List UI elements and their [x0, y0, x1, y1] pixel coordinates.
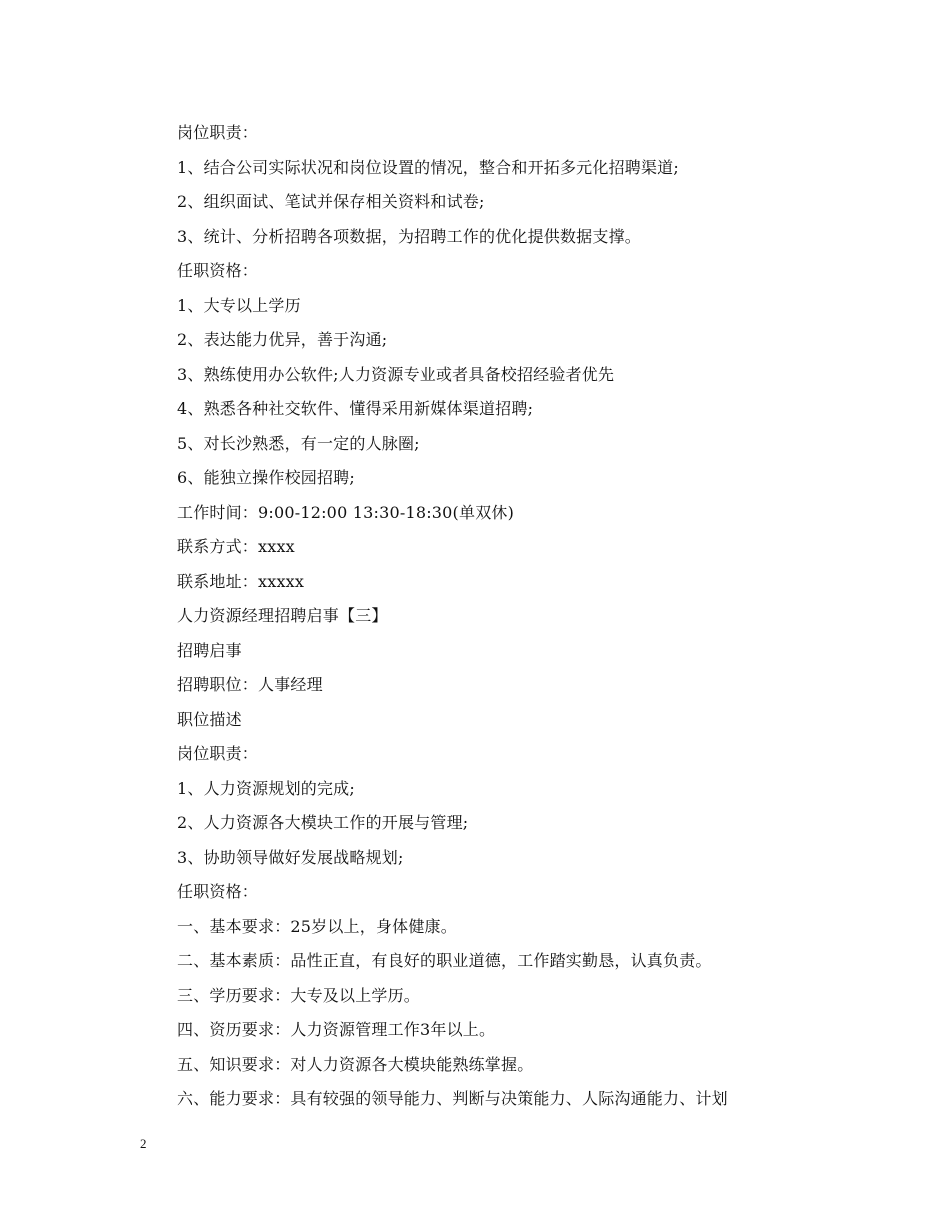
- text-line: 岗位职责：: [177, 744, 259, 763]
- text-line: 3、协助领导做好发展战略规划;: [177, 847, 404, 867]
- text-line: 1、大专以上学历: [177, 295, 301, 315]
- text-line: 工作时间：9:00-12:00 13:30-18:30(单双休): [177, 502, 515, 522]
- section-heading: 人力资源经理招聘启事【三】: [177, 606, 388, 625]
- document-body: [177, 116, 837, 1117]
- text-line: 任职资格：: [177, 882, 259, 901]
- text-line: 一、基本要求：25岁以上，身体健康。: [177, 916, 457, 936]
- page-number: 2: [140, 1136, 147, 1151]
- text-line: 岗位职责：: [177, 123, 259, 142]
- text-line: 5、对长沙熟悉，有一定的人脉圈;: [177, 433, 420, 453]
- text-line: 任职资格：: [177, 261, 259, 280]
- text-line: 4、熟悉各种社交软件、懂得采用新媒体渠道招聘;: [177, 399, 534, 418]
- text-line: 联系地址：xxxxx: [177, 571, 305, 591]
- text-line: 联系方式：xxxx: [177, 537, 295, 556]
- text-line: 三、学历要求：大专及以上学历。: [177, 985, 421, 1005]
- text-line: 五、知识要求：对人力资源各大模块能熟练掌握。: [177, 1054, 534, 1074]
- text-line: 1、结合公司实际状况和岗位设置的情况，整合和开拓多元化招聘渠道;: [177, 157, 679, 177]
- text-line: 招聘职位：人事经理: [177, 675, 323, 694]
- text-line: 二、基本素质：品性正直，有良好的职业道德，工作踏实勤恳，认真负责。: [177, 951, 712, 970]
- text-line: 6、能独立操作校园招聘;: [177, 468, 355, 487]
- text-line: 2、组织面试、笔试并保存相关资料和试卷;: [177, 192, 485, 211]
- text-line: 2、表达能力优异，善于沟通;: [177, 330, 388, 349]
- text-line: 职位描述: [177, 709, 242, 729]
- text-line: 六、能力要求：具有较强的领导能力、判断与决策能力、人际沟通能力、计划: [177, 1089, 728, 1108]
- text-line: 3、统计、分析招聘各项数据，为招聘工作的优化提供数据支撑。: [177, 226, 641, 246]
- text-line: 四、资历要求：人力资源管理工作3年以上。: [177, 1020, 496, 1039]
- text-line: 1、人力资源规划的完成;: [177, 778, 355, 798]
- text-line: 招聘启事: [177, 640, 242, 660]
- text-line: 3、熟练使用办公软件;人力资源专业或者具备校招经验者优先: [177, 364, 615, 384]
- text-line: 2、人力资源各大模块工作的开展与管理;: [177, 813, 469, 832]
